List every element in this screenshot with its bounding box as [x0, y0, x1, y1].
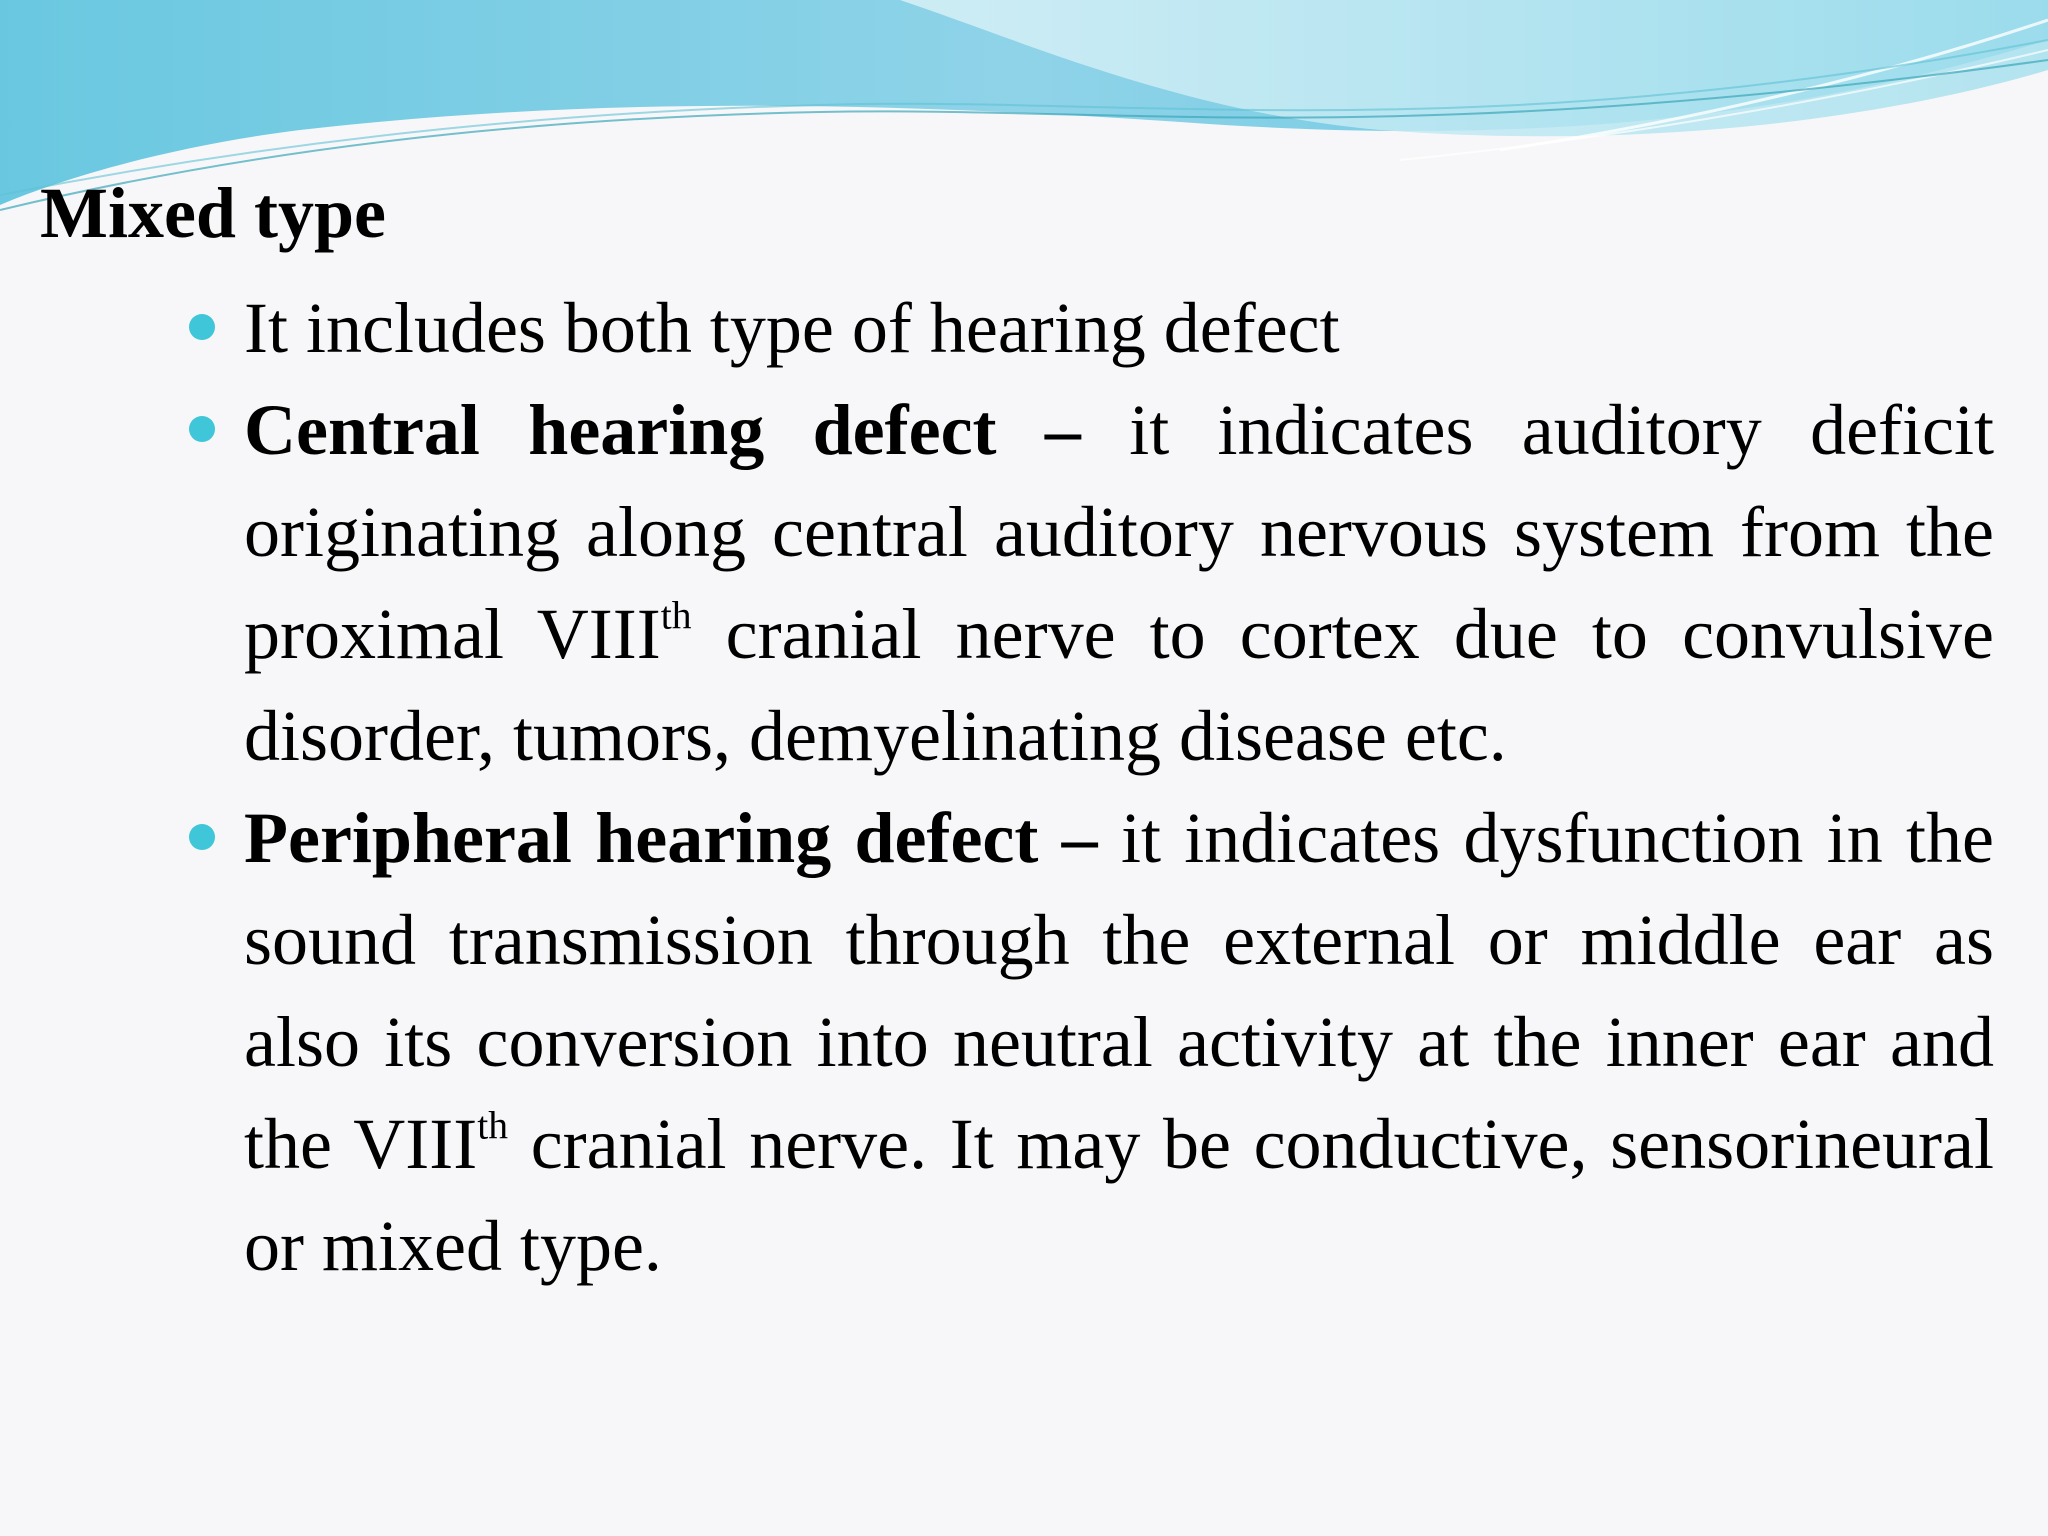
superscript-th: th: [660, 593, 692, 638]
bullet-text-after-sup: cranial nerve. It may be conductive, sensorineural or mixed type.: [244, 1104, 1994, 1286]
bullet-dot-icon: [189, 416, 215, 442]
bullet-dot-icon: [189, 824, 215, 850]
bullet-item-peripheral-hearing-defect: [244, 787, 1994, 1297]
bullet-text-before-sup: it indicates auditory deficit originating along central auditory nervous system from the proximal VIII: [244, 390, 1994, 674]
bullet-lead-central: Central hearing defect: [244, 390, 997, 470]
bullet-item-mixed-both-types: [244, 277, 1994, 379]
superscript-th: th: [477, 1103, 509, 1148]
bullet-dash: –: [1038, 798, 1121, 878]
bullet-list: [244, 277, 1994, 1297]
bullet-text: It includes both type of hearing defect: [244, 288, 1340, 368]
slide-title: Mixed type: [40, 173, 386, 253]
bullet-text-after-sup: cranial nerve to cortex due to convulsive disorder, tumors, demyelinating disease etc.: [244, 594, 1995, 776]
bullet-text-before-sup: it indicates dysfunction in the sound transmission through the external or middle ear as also its conversion into neutral activity at the inner ear and the VIII: [244, 798, 1994, 1184]
bullet-lead-peripheral: Peripheral hearing defect: [244, 798, 1039, 878]
bullet-dot-icon: [189, 314, 215, 340]
bullet-item-central-hearing-defect: [244, 379, 1994, 787]
bullet-dash: –: [996, 390, 1130, 470]
